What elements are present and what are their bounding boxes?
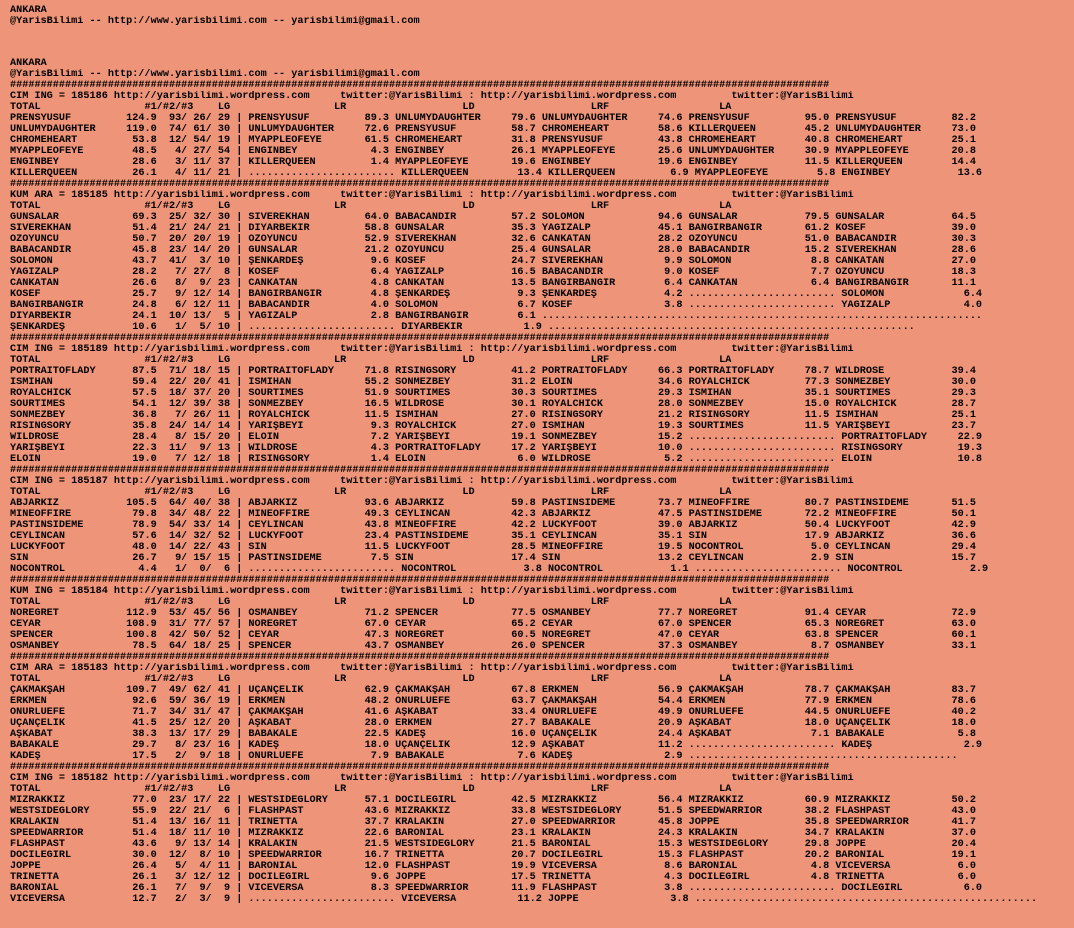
table-row: ŞENKARDEŞ 10.6 1/ 5/ 10 | ........................ DİYARBEKİR 1.9 ............................................................	[10, 322, 915, 333]
table-row: NOCONTROL 4.4 1/ 0/ 6 | ........................ NOCONTROL 3.8 NOCONTROL 1.1 ........................ NOCONTROL 2.9	[10, 564, 989, 575]
column-headers: TOTAL #1/#2/#3 LG LR LD LRF LA	[10, 201, 732, 212]
table-row: CHROMEHEART 53.8 12/ 54/ 19 | MYAPPLEOFEYE 61.5 CHROMEHEART 31.8 PRENSYUSUF 43.8 CHROMEHEART 40.8 CHROMEHEART 25.1	[10, 135, 976, 146]
table-row: CEYLINCAN 57.6 14/ 32/ 52 | LUCKYFOOT 23.4 PASTINSIDEME 35.1 CEYLINCAN 35.1 SIN 17.9 ABJARKIZ 36.6	[10, 531, 976, 542]
table-row: JOPPE 26.4 5/ 4/ 11 | BARONIAL 12.0 FLASHPAST 19.9 VICEVERSA 8.6 BARONIAL 4.8 VICEVERSA 6.0	[10, 861, 976, 872]
race-title: CIM ING = 185182 http://yarisbilimi.wordpress.com twitter:@YarisBilimi : http://yarisbilimi.wordpress.com twitter:@YarisBilimi	[10, 773, 854, 784]
table-row: DOCILEGIRL 30.0 12/ 8/ 10 | SPEEDWARRIOR 16.7 TRINETTA 20.7 DOCILEGIRL 15.3 FLASHPAST 20.2 BARONIAL 19.1	[10, 850, 976, 861]
race-sections	[10, 80, 1074, 905]
header-city-repeat: ANKARA	[10, 58, 47, 69]
table-row: SÖNMEZBEY 36.8 7/ 26/ 11 | ROYALCHICK 11.5 İSMİHAN 27.0 RISINGSORY 21.2 RISINGSORY 11.5 İSMİHAN 25.1	[10, 410, 976, 421]
table-row: SOLOMON 43.7 41/ 3/ 10 | ŞENKARDEŞ 9.6 KÖSEF 24.7 SİVEREKHAN 9.9 SOLOMON 8.8 CANKATAN 27.0	[10, 256, 976, 267]
table-row: İSMİHAN 59.4 22/ 20/ 41 | İSMİHAN 55.2 SÖNMEZBEY 31.2 ELOIN 34.6 ROYALCHICK 77.3 SÖNMEZBEY 30.0	[10, 377, 976, 388]
table-row: ÖZOYUNCU 50.7 20/ 20/ 19 | ÖZOYUNCU 52.9 SİVEREKHAN 32.6 CANKATAN 28.2 ÖZOYUNCU 51.0 BABACANDIR 30.3	[10, 234, 976, 245]
table-row: ÇAKMAKŞAH 109.7 49/ 62/ 41 | UÇANÇELİK 62.9 ÇAKMAKŞAH 67.8 ERKMEN 56.9 ÇAKMAKŞAH 78.7 ÇAKMAKŞAH 83.7	[10, 685, 976, 696]
table-row: OSMANBEY 78.5 64/ 18/ 25 | SPENCER 43.7 OSMANBEY 26.0 SPENCER 37.3 OSMANBEY 8.7 OSMANBEY 33.1	[10, 641, 976, 652]
race-section	[10, 465, 1074, 575]
table-row: MYAPPLEOFEYE 48.5 4/ 27/ 54 | ENGINBEY 4.3 ENGINBEY 26.1 MYAPPLEOFEYE 25.6 ÜNLÜMYDAUGHTER 30.9 MYAPPLEOFEYE 20.8	[10, 146, 976, 157]
table-row: NOREGRET 112.9 53/ 45/ 56 | OSMANBEY 71.2 SPENCER 77.5 OSMANBEY 77.7 NOREGRET 91.4 CEYAR 72.9	[10, 608, 976, 619]
race-title: CIM ARA = 185183 http://yarisbilimi.wordpress.com twitter:@YarisBilimi : http://yarisbilimi.wordpress.com twitter:@YarisBilimi	[10, 663, 854, 674]
table-row: VICEVERSA 12.7 2/ 3/ 9 | ........................ VICEVERSA 11.2 JOPPE 3.8 ........................................................	[10, 894, 1038, 905]
table-row: AŞKABAT 38.3 13/ 17/ 29 | BABAKALE 22.5 KADEŞ 16.0 UÇANÇELİK 24.4 AŞKABAT 7.1 BABAKALE 5.8	[10, 729, 976, 740]
separator-line: ######################################################################################################################################	[10, 333, 830, 344]
race-section	[10, 762, 1074, 905]
table-row: DİYARBEKİR 24.1 10/ 13/ 5 | YAĞIZALP 2.8 BANGIRBANGIR 6.1 ........................................................................	[10, 311, 983, 322]
race-title: CIM ING = 185186 http://yarisbilimi.wordpress.com twitter:@YarisBilimi : http://yarisbilimi.wordpress.com twitter:@YarisBilimi	[10, 91, 854, 102]
table-row: ONURLUEFE 71.7 34/ 31/ 47 | ÇAKMAKŞAH 41.6 AŞKABAT 33.4 ONURLUEFE 49.9 ONURLUEFE 44.5 ONURLUEFE 40.2	[10, 707, 976, 718]
table-row: CANKATAN 26.6 8/ 9/ 23 | CANKATAN 4.8 CANKATAN 13.5 BANGIRBANGIR 6.4 CANKATAN 6.4 BANGIRBANGIR 11.1	[10, 278, 976, 289]
table-row: KÖSEF 25.7 9/ 12/ 14 | BANGIRBANGIR 4.8 ŞENKARDEŞ 9.3 ŞENKARDEŞ 4.2 ........................ SOLOMON 6.4	[10, 289, 983, 300]
header-city: ANKARA	[10, 5, 47, 16]
table-row: GÜNSALAR 69.3 25/ 32/ 30 | SİVEREKHAN 64.0 BABACANDIR 57.2 SOLOMON 94.6 GÜNSALAR 79.5 GÜNSALAR 64.5	[10, 212, 976, 223]
table-row: PRENSYUSUF 124.9 93/ 26/ 29 | PRENSYUSUF 89.3 ÜNLÜMYDAUGHTER 79.6 ÜNLÜMYDAUGHTER 74.6 PRENSYUSUF 95.0 PRENSYUSUF 82.2	[10, 113, 976, 124]
table-row: SPEEDWARRIOR 51.4 18/ 11/ 10 | MIZRAKKIZ 22.6 BARONIAL 23.1 KRALAKIN 24.3 KRALAKIN 34.7 KRALAKIN 37.0	[10, 828, 976, 839]
separator-line: ######################################################################################################################################	[10, 465, 830, 476]
table-row: KILLERQUEEN 26.1 4/ 11/ 21 | ........................ KILLERQUEEN 13.4 KILLERQUEEN 6.9 MYAPPLEOFEYE 5.8 ENGINBEY 13.6	[10, 168, 983, 179]
table-row: ÜNLÜMYDAUGHTER 119.0 74/ 61/ 30 | ÜNLÜMYDAUGHTER 72.6 PRENSYUSUF 58.7 CHROMEHEART 58.6 KILLERQUEEN 45.2 ÜNLÜMYDAUGHTER 73.0	[10, 124, 976, 135]
separator-line: ######################################################################################################################################	[10, 179, 830, 190]
table-row: BARONIAL 26.1 7/ 9/ 9 | VICEVERSA 8.3 SPEEDWARRIOR 11.9 FLASHPAST 3.8 ........................ DOCILEGIRL 6.0	[10, 883, 983, 894]
table-row: ERKMEN 92.6 59/ 36/ 19 | ERKMEN 48.2 ONURLUEFE 63.7 ÇAKMAKŞAH 54.4 ERKMEN 77.9 ERKMEN 78.6	[10, 696, 976, 707]
separator-line: ######################################################################################################################################	[10, 652, 830, 663]
table-row: YAĞIZALP 28.2 7/ 27/ 8 | KÖSEF 6.4 YAĞIZALP 16.5 BABACANDIR 9.0 KÖSEF 7.7 ÖZOYUNCU 18.3	[10, 267, 976, 278]
table-row: ENGINBEY 28.6 3/ 11/ 37 | KILLERQUEEN 1.4 MYAPPLEOFEYE 19.6 ENGINBEY 19.6 ENGINBEY 11.5 KILLERQUEEN 14.4	[10, 157, 976, 168]
column-headers: TOTAL #1/#2/#3 LG LR LD LRF LA	[10, 784, 732, 795]
table-row: WILDROSE 28.4 8/ 15/ 20 | ELOIN 7.2 YARIŞBEYİ 19.1 SÖNMEZBEY 15.2 ........................ PORTRAITOFLADY 22.9	[10, 432, 983, 443]
table-row: KADEŞ 17.5 2/ 9/ 18 | ONURLUEFE 7.9 BABAKALE 7.6 KADEŞ 2.9 ............................................	[10, 751, 958, 762]
race-section	[10, 333, 1074, 465]
column-headers: TOTAL #1/#2/#3 LG LR LD LRF LA	[10, 487, 732, 498]
table-row: BABAKALE 29.7 8/ 23/ 16 | KADEŞ 18.0 UÇANÇELİK 12.9 AŞKABAT 11.2 ........................ KADEŞ 2.9	[10, 740, 983, 751]
race-title: KUM ING = 185184 http://yarisbilimi.wordpress.com twitter:@YarisBilimi : http://yarisbilimi.wordpress.com twitter:@YarisBilimi	[10, 586, 854, 597]
column-headers: TOTAL #1/#2/#3 LG LR LD LRF LA	[10, 102, 732, 113]
table-row: UÇANÇELİK 41.5 25/ 12/ 20 | AŞKABAT 28.0 ERKMEN 27.7 BABAKALE 20.9 AŞKABAT 18.0 UÇANÇELİK 18.0	[10, 718, 976, 729]
race-title: CIM ING = 185187 http://yarisbilimi.wordpress.com twitter:@YarisBilimi : http://yarisbilimi.wordpress.com twitter:@YarisBilimi	[10, 476, 854, 487]
table-row: SPENCER 100.8 42/ 50/ 52 | CEYAR 47.3 NOREGRET 60.5 NOREGRET 47.0 CEYAR 63.8 SPENCER 60.1	[10, 630, 976, 641]
table-row: ROYALCHICK 57.5 18/ 37/ 20 | SOURTIMES 51.9 SOURTIMES 30.3 SOURTIMES 29.3 İSMİHAN 35.1 SOURTIMES 29.3	[10, 388, 976, 399]
race-section	[10, 652, 1074, 762]
separator-line: ######################################################################################################################################	[10, 80, 830, 91]
column-headers: TOTAL #1/#2/#3 LG LR LD LRF LA	[10, 597, 732, 608]
table-row: TRINETTA 26.1 3/ 12/ 12 | DOCILEGIRL 9.6 JOPPE 17.5 TRINETTA 4.3 DOCILEGIRL 4.8 TRINETTA 6.0	[10, 872, 976, 883]
header-contact: @YarisBilimi -- http://www.yarisbilimi.com -- yarisbilimi@gmail.com	[10, 16, 420, 27]
table-row: CEYAR 108.9 31/ 77/ 57 | NOREGRET 67.0 CEYAR 65.2 CEYAR 67.0 SPENCER 65.3 NOREGRET 63.0	[10, 619, 976, 630]
column-headers: TOTAL #1/#2/#3 LG LR LD LRF LA	[10, 355, 732, 366]
separator-line: ######################################################################################################################################	[10, 575, 830, 586]
table-row: MIZRAKKIZ 77.0 23/ 17/ 22 | WESTSIDEGLORY 57.1 DOCILEGIRL 42.5 MIZRAKKIZ 56.4 MIZRAKKIZ 60.9 MIZRAKKIZ 50.2	[10, 795, 976, 806]
race-title: KUM ARA = 185185 http://yarisbilimi.wordpress.com twitter:@YarisBilimi : http://yarisbilimi.wordpress.com twitter:@YarisBilimi	[10, 190, 854, 201]
table-row: PASTINSIDEME 78.9 54/ 33/ 14 | CEYLINCAN 43.8 MINEOFFIRE 42.2 LUCKYFOOT 39.0 ABJARKIZ 50.4 LUCKYFOOT 42.9	[10, 520, 976, 531]
table-row: KRALAKIN 51.4 13/ 16/ 11 | TRINETTA 37.7 KRALAKIN 27.0 SPEEDWARRIOR 45.8 JOPPE 35.8 SPEEDWARRIOR 41.7	[10, 817, 976, 828]
table-row: YARIŞBEYİ 22.3 11/ 9/ 13 | WILDROSE 4.3 PORTRAITOFLADY 17.2 YARIŞBEYİ 10.0 ........................ RISINGSORY 19.3	[10, 443, 983, 454]
race-section	[10, 179, 1074, 333]
separator-line: ######################################################################################################################################	[10, 762, 830, 773]
table-row: SİVEREKHAN 51.4 21/ 24/ 21 | DİYARBEKİR 58.8 GÜNSALAR 35.3 YAĞIZALP 45.1 BANGIRBANGIR 61.2 KÖSEF 39.0	[10, 223, 976, 234]
race-section	[10, 575, 1074, 652]
table-row: BANGIRBANGIR 24.8 6/ 12/ 11 | BABACANDIR 4.0 SOLOMON 6.7 KÖSEF 3.8 ........................ YAĞIZALP 4.0	[10, 300, 983, 311]
header-contact-repeat: @YarisBilimi -- http://www.yarisbilimi.com -- yarisbilimi@gmail.com	[10, 69, 420, 80]
table-row: ABJARKIZ 105.5 64/ 40/ 38 | ABJARKIZ 93.6 ABJARKIZ 59.8 PASTINSIDEME 73.7 MINEOFFIRE 80.7 PASTINSIDEME 51.5	[10, 498, 976, 509]
table-row: WESTSIDEGLORY 55.9 22/ 21/ 6 | FLASHPAST 43.6 MIZRAKKIZ 33.8 WESTSIDEGLORY 51.5 SPEEDWARRIOR 38.2 FLASHPAST 43.0	[10, 806, 976, 817]
table-row: PORTRAITOFLADY 87.5 71/ 18/ 15 | PORTRAITOFLADY 71.8 RISINGSORY 41.2 PORTRAITOFLADY 66.3 PORTRAITOFLADY 78.7 WILDROSE 39.4	[10, 366, 976, 377]
table-row: SOURTIMES 54.1 12/ 39/ 38 | SÖNMEZBEY 16.5 WILDROSE 30.1 ROYALCHICK 28.0 SÖNMEZBEY 15.0 ROYALCHICK 28.7	[10, 399, 976, 410]
race-title: CIM ING = 185189 http://yarisbilimi.wordpress.com twitter:@YarisBilimi : http://yarisbilimi.wordpress.com twitter:@YarisBilimi	[10, 344, 854, 355]
table-row: ELOIN 19.0 7/ 12/ 18 | RISINGSORY 1.4 ELOIN 6.0 WILDROSE 5.2 ........................ ELOIN 10.8	[10, 454, 983, 465]
table-row: MINEOFFIRE 79.8 34/ 48/ 22 | MINEOFFIRE 49.3 CEYLINCAN 42.3 ABJARKIZ 47.5 PASTINSIDEME 72.2 MINEOFFIRE 50.1	[10, 509, 976, 520]
table-row: RISINGSORY 35.8 24/ 14/ 14 | YARIŞBEYİ 9.3 ROYALCHICK 27.0 İSMİHAN 19.3 SOURTIMES 11.5 YARIŞBEYİ 23.7	[10, 421, 976, 432]
table-row: FLASHPAST 43.6 9/ 13/ 14 | KRALAKIN 21.5 WESTSIDEGLORY 21.5 BARONIAL 15.3 WESTSIDEGLORY 29.8 JOPPE 20.4	[10, 839, 976, 850]
race-section	[10, 80, 1074, 179]
table-row: LUCKYFOOT 48.0 14/ 22/ 43 | SIN 11.5 LUCKYFOOT 28.5 MINEOFFIRE 19.5 NOCONTROL 5.0 CEYLINCAN 29.4	[10, 542, 976, 553]
table-row: BABACANDIR 45.8 23/ 14/ 20 | GÜNSALAR 21.2 ÖZOYUNCU 25.4 GÜNSALAR 28.0 BABACANDIR 15.2 SİVEREKHAN 28.6	[10, 245, 976, 256]
spacer	[10, 27, 1074, 58]
table-row: SIN 26.7 9/ 15/ 15 | PASTINSIDEME 7.5 SIN 17.4 SIN 13.2 CEYLINCAN 2.9 SIN 15.7	[10, 553, 976, 564]
column-headers: TOTAL #1/#2/#3 LG LR LD LRF LA	[10, 674, 732, 685]
